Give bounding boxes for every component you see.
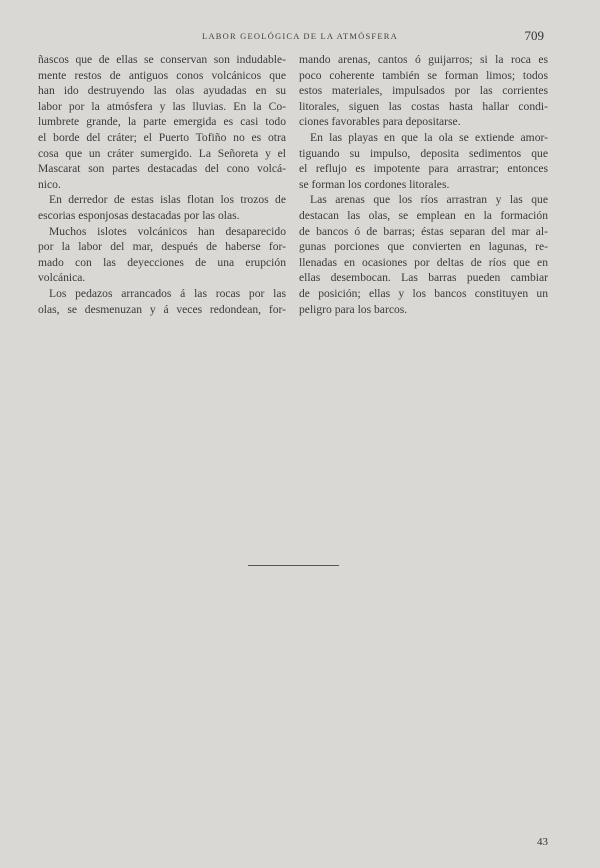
text-line: destacan las olas, se emplean en la formación xyxy=(299,208,548,222)
text-line: mado con las deyecciones de una erupción xyxy=(38,255,286,269)
text-line: el borde del cráter; el Puerto Tofiño no es otra xyxy=(38,130,286,144)
text-line: Muchos islotes volcánicos han desaparecido xyxy=(49,224,286,238)
text-line: poco coherente también se forman limos; todos xyxy=(299,68,548,82)
text-line: han ido destruyendo las olas ayudadas en su xyxy=(38,84,286,98)
text-line: nico. xyxy=(38,177,61,191)
left-text-column xyxy=(38,52,286,317)
running-title: LABOR GEOLÓGICA DE LA ATMÓSFERA xyxy=(202,31,398,41)
text-line: llenadas en ocasiones por deltas de ríos que en xyxy=(299,255,548,269)
right-text-column xyxy=(299,52,548,317)
page-number: 709 xyxy=(524,28,544,43)
end-of-text-rule xyxy=(248,565,339,566)
text-line: ellas desembocan. Las barras pueden cambiar xyxy=(299,271,548,285)
text-line: gunas porciones que convierten en lagunas, re- xyxy=(299,240,548,254)
text-line: volcánica. xyxy=(38,271,86,285)
text-line: de bancos ó de barras; éstas separan del mar al- xyxy=(299,224,548,238)
text-line: escorias esponjosas destacadas por las olas. xyxy=(38,208,240,222)
text-line: de posición; ellas y los bancos constituyen un xyxy=(299,286,548,300)
text-line: Las arenas que los ríos arrastran y las que xyxy=(310,193,548,207)
text-line: En derredor de estas islas flotan los trozos de xyxy=(49,193,286,207)
text-line: olas, se desmenuzan y á veces redondean, for- xyxy=(38,302,286,316)
text-line: ñascos que de ellas se conservan son indudable- xyxy=(38,53,286,66)
text-line: Mascarat son partes destacadas del cono volcá- xyxy=(38,162,286,176)
text-line: cosa que un cráter sumergido. La Señoreta y el xyxy=(38,146,286,160)
text-line: labor por la atmósfera y las lluvias. En la Co- xyxy=(38,99,286,113)
text-line: mente restos de antiguos conos volcánicos que xyxy=(38,68,286,82)
text-line: mando arenas, cantos ó guijarros; si la roca es xyxy=(299,53,548,66)
text-line: Los pedazos arrancados á las rocas por las xyxy=(49,286,286,300)
text-line: peligro para los barcos. xyxy=(299,302,408,316)
text-line: ciones favorables para depositarse. xyxy=(299,115,461,129)
signature-number: 43 xyxy=(537,836,548,848)
text-line: por la labor del mar, después de haberse for- xyxy=(38,240,286,254)
text-line: tiguando su impulso, deposita sedimentos que xyxy=(299,146,548,160)
text-line: lumbrete grande, la parte emergida es casi todo xyxy=(38,115,286,129)
text-line: estos materiales, impulsados por las corrientes xyxy=(299,84,548,98)
text-line: el reflujo es impotente para arrastrar; entonces xyxy=(299,162,548,176)
text-line: litorales, siguen las costas hasta hallar condi- xyxy=(299,99,548,113)
text-line: se forman los cordones litorales. xyxy=(299,177,450,191)
text-line: En las playas en que la ola se extiende amor- xyxy=(310,130,548,144)
